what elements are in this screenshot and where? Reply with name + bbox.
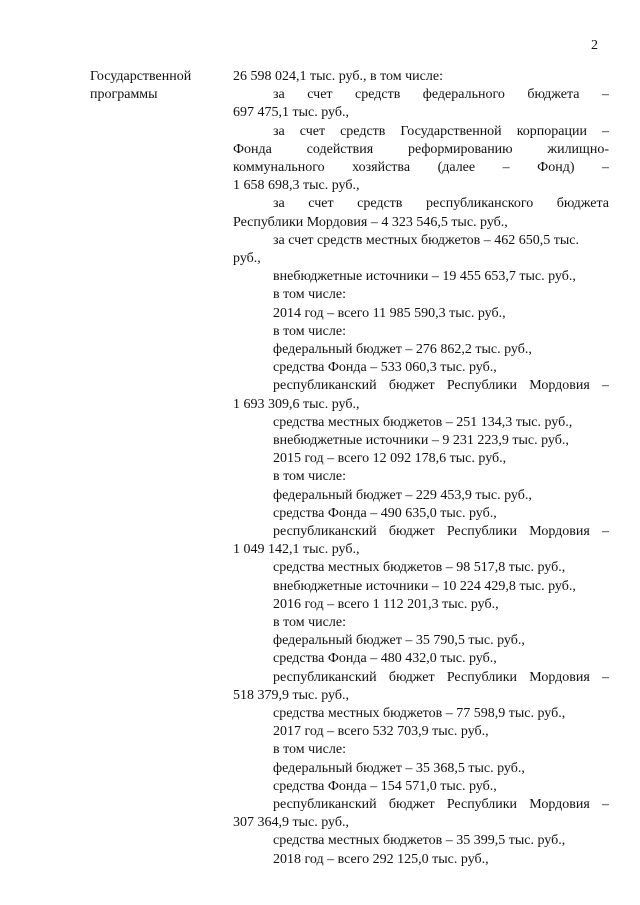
section-label-line-1: Государственной: [90, 69, 192, 84]
text-line: 518 379,9 тыс. руб.,: [233, 687, 349, 703]
text-line: 1 049 142,1 тыс. руб.,: [233, 542, 360, 558]
text-line: республиканский бюджет Республики Мордовия –: [273, 797, 609, 812]
text-line: 2016 год – всего 1 112 201,3 тыс. руб.,: [273, 596, 499, 612]
text-line: в том числе:: [273, 287, 346, 303]
text-line: за счет средств Государственной корпорации –: [273, 123, 609, 139]
text-line: за счет средств местных бюджетов – 462 650,5 тыс.: [273, 232, 579, 248]
text-line: 2015 год – всего 12 092 178,6 тыс. руб.,: [273, 451, 507, 467]
text-line: 1 693 309,6 тыс. руб.,: [233, 396, 360, 412]
text-line: за счет средств республиканского бюджета: [273, 196, 609, 212]
text-line: 2018 год – всего 292 125,0 тыс. руб.,: [273, 851, 489, 867]
text-line: федеральный бюджет – 276 862,2 тыс. руб.,: [273, 341, 532, 357]
text-line: за счет средств федерального бюджета –: [273, 87, 609, 103]
text-line: средства Фонда – 480 432,0 тыс. руб.,: [273, 651, 497, 667]
text-line: внебюджетные источники – 10 224 429,8 тыс. руб.,: [273, 578, 576, 594]
text-line: внебюджетные источники – 9 231 223,9 тыс. руб.,: [273, 432, 569, 448]
text-line: республиканский бюджет Республики Мордовия –: [273, 669, 609, 685]
text-line: в том числе:: [273, 323, 346, 339]
text-line: средства местных бюджетов – 98 517,8 тыс. руб.,: [273, 560, 566, 576]
text-line: средства Фонда – 154 571,0 тыс. руб.,: [273, 778, 497, 794]
section-label: [90, 68, 220, 104]
text-line: руб.,: [233, 250, 261, 266]
text-line: республиканский бюджет Республики Мордовия –: [273, 378, 609, 394]
text-line: в том числе:: [273, 742, 346, 758]
text-line: Фонда содействия реформированию жилищно-: [233, 141, 609, 157]
text-line: 1 658 698,3 тыс. руб.,: [233, 178, 360, 194]
page-number: 2: [591, 38, 598, 53]
text-line: коммунального хозяйства (далее – Фонд) –: [233, 159, 609, 175]
text-line: республиканский бюджет Республики Мордовия –: [273, 523, 609, 539]
text-line: средства местных бюджетов – 77 598,9 тыс. руб.,: [273, 705, 566, 721]
text-line: средства местных бюджетов – 251 134,3 тыс. руб.,: [273, 414, 573, 430]
text-line: федеральный бюджет – 35 790,5 тыс. руб.,: [273, 633, 525, 649]
text-line: 26 598 024,1 тыс. руб., в том числе:: [233, 69, 443, 84]
funding-text-block: [233, 68, 609, 869]
text-line: средства Фонда – 533 060,3 тыс. руб.,: [273, 360, 497, 376]
text-line: средства местных бюджетов – 35 399,5 тыс. руб.,: [273, 833, 566, 849]
text-line: внебюджетные источники – 19 455 653,7 тыс. руб.,: [273, 269, 576, 285]
text-line: в том числе:: [273, 614, 346, 630]
text-line: 2017 год – всего 532 703,9 тыс. руб.,: [273, 724, 489, 740]
text-line: средства Фонда – 490 635,0 тыс. руб.,: [273, 505, 497, 521]
section-label-line-2: программы: [90, 87, 158, 102]
text-line: 2014 год – всего 11 985 590,3 тыс. руб.,: [273, 305, 506, 321]
text-line: Республики Мордовия – 4 323 546,5 тыс. руб.,: [233, 214, 508, 230]
text-line: 307 364,9 тыс. руб.,: [233, 815, 349, 831]
text-line: в том числе:: [273, 469, 346, 485]
text-line: федеральный бюджет – 229 453,9 тыс. руб.,: [273, 487, 532, 503]
text-line: федеральный бюджет – 35 368,5 тыс. руб.,: [273, 760, 525, 776]
text-line: 697 475,1 тыс. руб.,: [233, 105, 349, 121]
